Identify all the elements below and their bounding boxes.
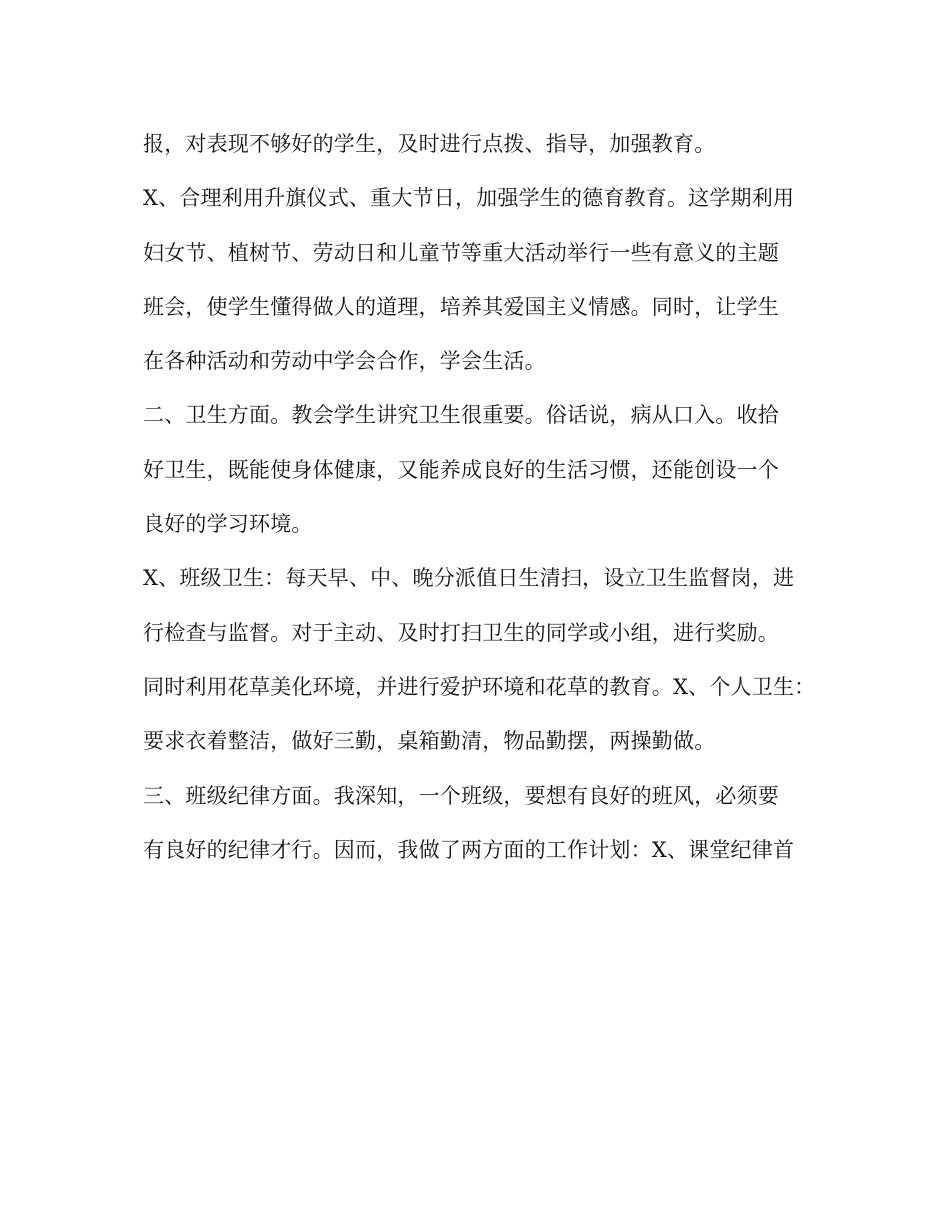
text-line: 班会，使学生懂得做人的道理，培养其爱国主义情感。同时，让学生 [143,294,779,319]
text-line: 行检查与监督。对于主动、及时打扫卫生的同学或小组，进行奖励。 [143,620,779,645]
text-line: 报，对表现不够好的学生，及时进行点拨、指导，加强教育。 [143,132,716,156]
text-line: 在各种活动和劳动中学会合作，学会生活。 [143,349,546,374]
text-line: 三、班级纪律方面。我深知，一个班级，要想有良好的班风，必须要 [143,783,779,808]
text-line: X、班级卫生：每天早、中、晚分派值日生清扫，设立卫生监督岗，进 [143,566,795,591]
text-line: X、合理利用升旗仪式、重大节日，加强学生的德育教育。这学期利用 [143,186,795,211]
text-line: 要求衣着整洁，做好三勤，桌箱勤清，物品勤摆，两操勤做。 [143,729,716,754]
text-line: 好卫生，既能使身体健康，又能养成良好的生活习惯，还能创设一个 [143,457,779,482]
text-line: 同时利用花草美化环境，并进行爱护环境和花草的教育。X、个人卫生： [143,674,816,699]
text-line: 妇女节、植树节、劳动日和儿童节等重大活动举行一些有意义的主题 [143,240,779,265]
text-line: 有良好的纪律才行。因而，我做了两方面的工作计划：X、课堂纪律首 [143,837,795,862]
body-text [143,124,833,884]
text-line: 二、卫生方面。教会学生讲究卫生很重要。俗话说，病从口入。收拾 [143,403,779,428]
text-line: 良好的学习环境。 [143,512,313,537]
